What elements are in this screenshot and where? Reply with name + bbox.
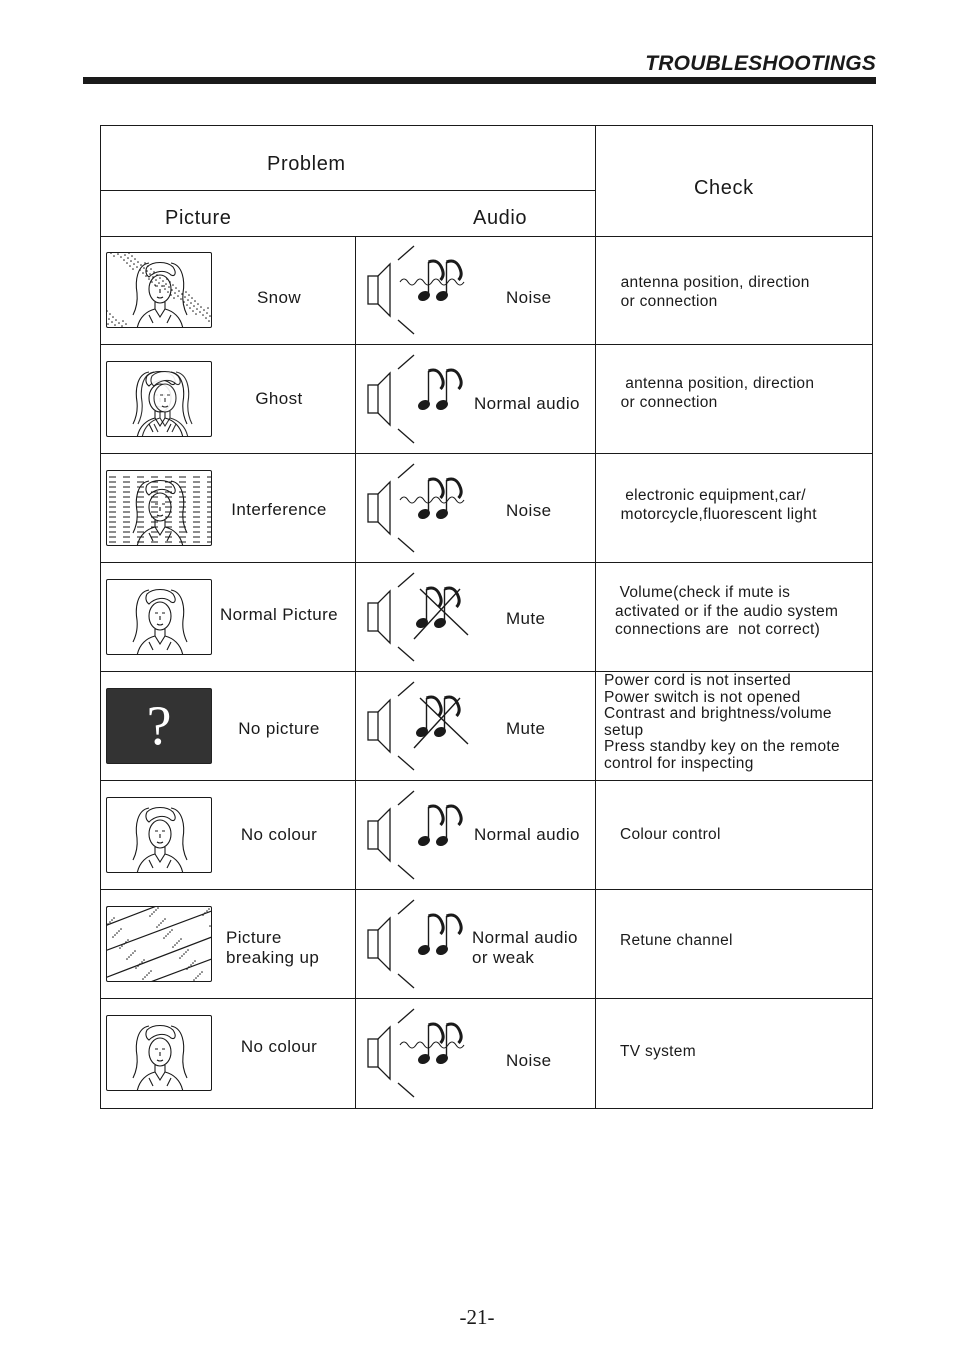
table-row xyxy=(101,672,873,781)
check-text: antenna position, direction or connection xyxy=(620,375,815,411)
audio-symptom-label: Normal audio xyxy=(474,825,580,844)
mute-audio-icon xyxy=(364,674,484,778)
column-divider xyxy=(355,999,356,1108)
question-mark-icon: ? xyxy=(146,695,172,757)
table-row xyxy=(101,236,873,345)
column-divider xyxy=(355,236,356,345)
check-text: Power cord is not inserted Power switch is not opened Contrast and brightness/volume setup Press standby key on the remote control for inspecting xyxy=(604,672,840,772)
problem-header: Problem xyxy=(267,153,346,175)
normal-audio-icon xyxy=(364,783,484,887)
audio-symptom-label: Normal audio xyxy=(474,394,580,413)
interference-picture-illustration xyxy=(106,470,212,546)
table-row xyxy=(101,890,873,999)
mute-audio-icon xyxy=(364,565,484,669)
audio-header: Audio xyxy=(473,207,528,229)
check-text: Retune channel xyxy=(620,932,733,949)
check-text: TV system xyxy=(620,1043,696,1060)
audio-symptom-label: Mute xyxy=(506,609,546,628)
audio-symptom-label: Normal audio or weak xyxy=(472,928,578,967)
check-text: Volume(check if mute is activated or if the audio system connections are not correct) xyxy=(615,584,839,638)
column-divider xyxy=(355,890,356,999)
table-row xyxy=(101,999,873,1108)
divider xyxy=(101,190,596,191)
picture-symptom-label: Normal Picture xyxy=(219,605,339,624)
picture-symptom-label: No picture xyxy=(238,719,320,738)
audio-symptom-label: Noise xyxy=(506,288,552,307)
picture-symptom-label: Interference xyxy=(231,500,327,519)
column-divider xyxy=(355,345,356,454)
check-text: electronic equipment,car/ motorcycle,fluorescent light xyxy=(620,487,817,523)
none-picture-illustration xyxy=(106,688,212,764)
audio-symptom-label: Mute xyxy=(506,719,546,738)
table-row xyxy=(101,345,873,454)
normal-audio-icon xyxy=(364,892,484,996)
breaking-picture-illustration xyxy=(106,906,212,982)
ghost-picture-illustration xyxy=(106,361,212,437)
section-title: TROUBLESHOOTINGS xyxy=(645,52,876,75)
noise-audio-icon xyxy=(364,238,484,342)
column-divider xyxy=(355,781,356,890)
normal-picture-illustration xyxy=(106,579,212,655)
picture-symptom-label: Ghost xyxy=(255,389,303,408)
check-text: Colour control xyxy=(620,826,721,843)
column-divider xyxy=(355,563,356,672)
audio-symptom-label: Noise xyxy=(506,501,552,520)
page-number: -21- xyxy=(459,1305,495,1329)
picture-header: Picture xyxy=(165,207,232,229)
table-row xyxy=(101,563,873,672)
table-row xyxy=(101,454,873,563)
picture-symptom-label: Picture breaking up xyxy=(226,928,320,967)
picture-symptom-label: No colour xyxy=(240,1037,318,1056)
audio-symptom-label: Noise xyxy=(506,1051,552,1070)
snow-picture-illustration xyxy=(106,252,212,328)
noise-audio-icon xyxy=(364,1001,484,1105)
table-row xyxy=(101,781,873,890)
normal-audio-icon xyxy=(364,347,484,451)
normal-picture-illustration xyxy=(106,1015,212,1091)
check-header: Check xyxy=(694,177,754,199)
picture-symptom-label: Snow xyxy=(256,288,302,307)
normal-picture-illustration xyxy=(106,797,212,873)
check-text: antenna position, direction or connection xyxy=(620,274,810,310)
noise-audio-icon xyxy=(364,456,484,560)
header-rule xyxy=(83,77,876,84)
troubleshooting-table xyxy=(100,125,873,1109)
picture-symptom-label: No colour xyxy=(240,825,318,844)
column-divider xyxy=(355,454,356,563)
column-divider xyxy=(355,672,356,781)
